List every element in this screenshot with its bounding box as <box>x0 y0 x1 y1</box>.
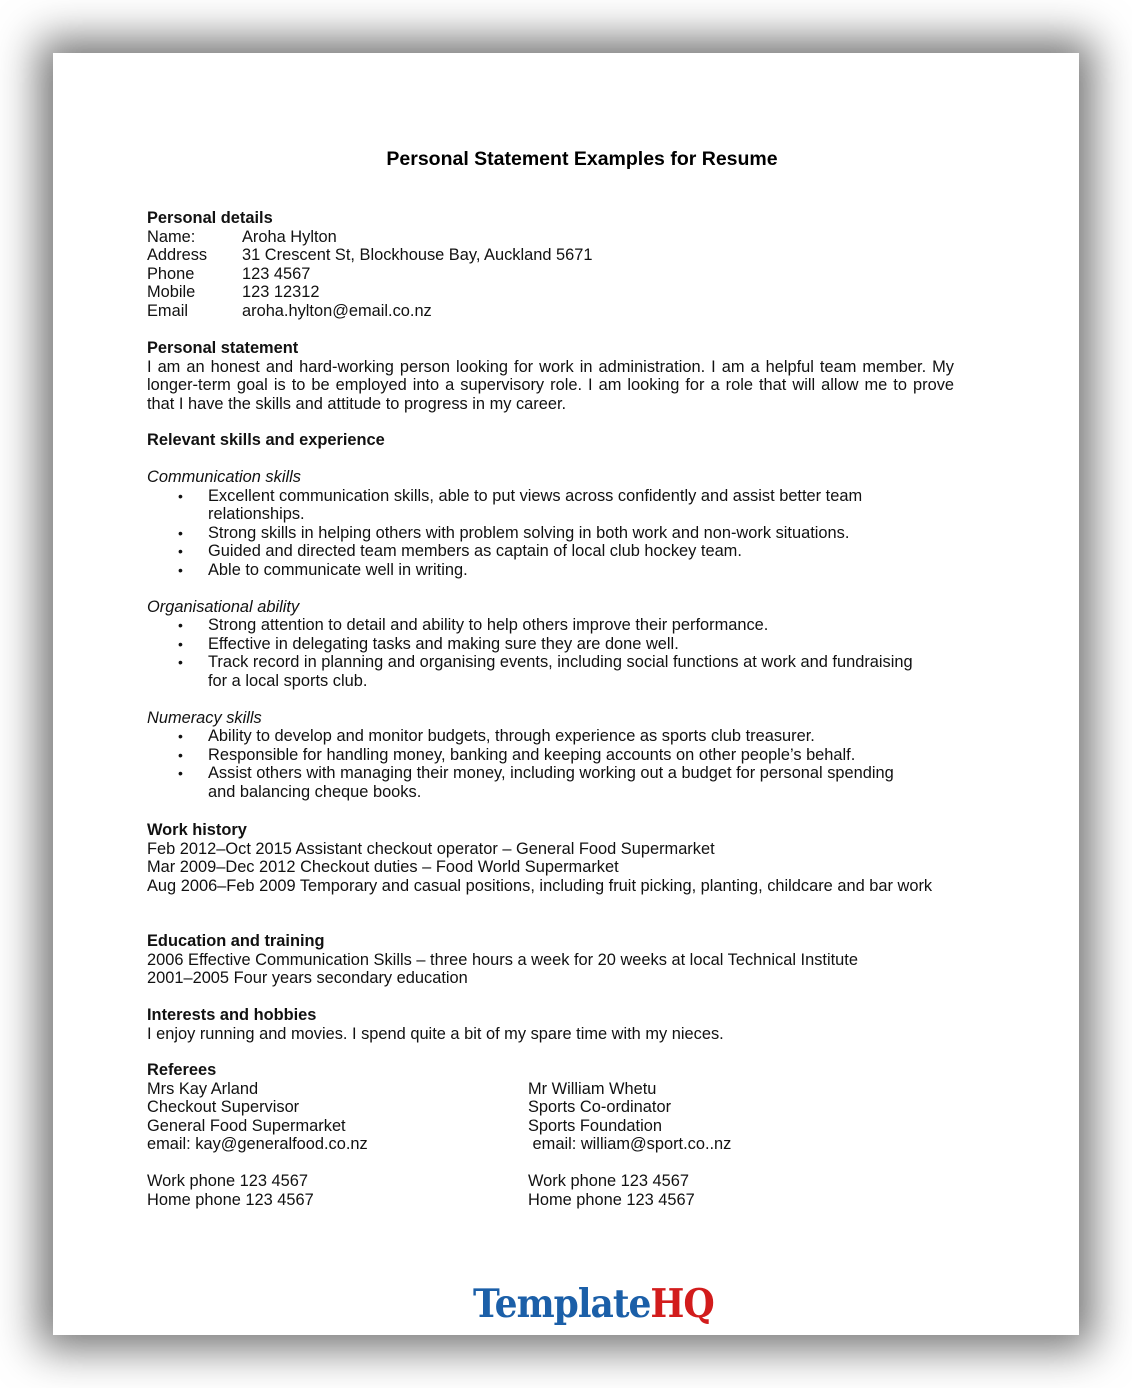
list-item <box>147 616 957 635</box>
detail-row-address <box>147 246 957 265</box>
referee-email: email: kay@generalfood.co.nz <box>147 1135 368 1153</box>
list-item <box>147 487 957 524</box>
list-item-text: Strong skills in helping others with problem solving in both work and non-work situations. <box>208 523 850 542</box>
bullet-icon: • <box>178 561 183 578</box>
skill-list-organisational <box>147 616 957 690</box>
detail-value: 123 12312 <box>242 283 320 301</box>
list-item-text: Able to communicate well in writing. <box>208 560 468 579</box>
interests-heading: Interests and hobbies <box>147 1006 317 1024</box>
work-history-section <box>147 821 957 895</box>
skill-group-title: Numeracy skills <box>147 708 262 727</box>
skills-section <box>147 431 957 801</box>
detail-row-name <box>147 228 957 247</box>
bullet-icon: • <box>178 654 183 670</box>
education-section <box>147 932 957 988</box>
bullet-icon: • <box>178 487 183 504</box>
list-item <box>147 727 957 746</box>
work-history-heading: Work history <box>147 821 247 839</box>
detail-label: Email <box>147 301 188 320</box>
interests-text: I enjoy running and movies. I spend quite a bit of my spare time with my nieces. <box>147 1024 724 1043</box>
detail-value: 31 Crescent St, Blockhouse Bay, Auckland 5671 <box>242 246 593 264</box>
resume-page <box>53 53 1079 1335</box>
referee-card <box>528 1080 909 1210</box>
list-item <box>147 653 957 690</box>
referees-list <box>147 1080 957 1210</box>
personal-statement-text: I am an honest and hard-working person looking for work in administration. I am a helpful team member. My longer-term goal is to be employed into a supervisory role. I am looking for a role that will allow me to prove that I have the skills and attitude to progress in my career. <box>147 357 954 413</box>
detail-value: Aroha Hylton <box>242 227 337 246</box>
referee-org: Sports Foundation <box>528 1116 662 1135</box>
list-item-text: Guided and directed team members as captain of local club hockey team. <box>208 542 742 560</box>
referee-name: Mr William Whetu <box>528 1079 657 1098</box>
work-entry: Mar 2009–Dec 2012 Checkout duties – Food World Supermarket <box>147 858 619 876</box>
referee-email: email: william@sport.co..nz <box>528 1135 732 1153</box>
bullet-icon: • <box>178 765 183 781</box>
list-item-text: Excellent communication skills, able to put views across confidently and assist better team relationships. <box>208 486 863 523</box>
detail-value: 123 4567 <box>242 264 311 283</box>
referee-work-phone: Work phone 123 4567 <box>147 1172 308 1190</box>
personal-details-section <box>147 209 957 320</box>
personal-details-heading: Personal details <box>147 209 273 227</box>
bullet-icon: • <box>178 635 183 652</box>
referee-role: Sports Co-ordinator <box>528 1098 672 1116</box>
list-item <box>147 764 957 801</box>
detail-label: Address <box>147 246 208 264</box>
interests-section <box>147 1006 957 1043</box>
education-entry: 2006 Effective Communication Skills – three hours a week for 20 weeks at local Technical Institute <box>147 950 858 969</box>
document-title-text: Personal Statement Examples for Resume <box>386 148 778 170</box>
personal-statement-heading: Personal statement <box>147 339 299 357</box>
list-item <box>147 746 957 765</box>
referee-card <box>147 1080 528 1210</box>
detail-label: Name: <box>147 227 196 246</box>
logo-text-hq: HQ <box>650 1280 714 1328</box>
logo-text-template: Template <box>473 1280 651 1328</box>
referee-home-phone: Home phone 123 4567 <box>528 1190 695 1209</box>
referees-heading: Referees <box>147 1061 217 1079</box>
work-entry: Feb 2012–Oct 2015 Assistant checkout operator – General Food Supermarket <box>147 839 715 858</box>
bullet-icon: • <box>178 617 183 633</box>
list-item-text: Strong attention to detail and ability to help others improve their performance. <box>208 616 769 634</box>
detail-label: Phone <box>147 264 195 283</box>
bullet-icon: • <box>178 543 183 559</box>
education-heading: Education and training <box>147 932 325 950</box>
detail-row-mobile <box>147 283 957 302</box>
referee-work-phone: Work phone 123 4567 <box>528 1172 689 1190</box>
personal-statement-section <box>147 339 957 413</box>
skills-heading: Relevant skills and experience <box>147 431 385 449</box>
skill-list-communication <box>147 487 957 580</box>
skill-group-title: Communication skills <box>147 468 301 486</box>
referee-name: Mrs Kay Arland <box>147 1079 259 1098</box>
detail-row-email <box>147 302 957 321</box>
education-entry: 2001–2005 Four years secondary education <box>147 969 468 987</box>
list-item-text: Effective in delegating tasks and making sure they are done well. <box>208 634 679 653</box>
skill-list-numeracy <box>147 727 957 801</box>
bullet-icon: • <box>178 524 183 541</box>
document-title <box>53 148 963 171</box>
list-item-text: Ability to develop and monitor budgets, through experience as sports club treasurer. <box>208 727 815 745</box>
detail-value: aroha.hylton@email.co.nz <box>242 301 432 320</box>
referees-section <box>147 1061 957 1209</box>
list-item-text: Responsible for handling money, banking and keeping accounts on other people’s behalf. <box>208 745 856 764</box>
referee-home-phone: Home phone 123 4567 <box>147 1190 314 1209</box>
bullet-icon: • <box>178 746 183 763</box>
list-item <box>147 542 957 561</box>
bullet-icon: • <box>178 728 183 744</box>
referee-org: General Food Supermarket <box>147 1116 346 1135</box>
work-entry: Aug 2006–Feb 2009 Temporary and casual positions, including fruit picking, planting, childcare and bar work <box>147 876 933 895</box>
list-item-text: Track record in planning and organising events, including social functions at work and fundraising for a local sports club. <box>208 653 913 690</box>
skill-group-title: Organisational ability <box>147 597 300 616</box>
templatehq-logo <box>473 1281 714 1327</box>
list-item <box>147 524 957 543</box>
referee-role: Checkout Supervisor <box>147 1098 300 1116</box>
detail-label: Mobile <box>147 283 196 301</box>
list-item <box>147 561 957 580</box>
detail-row-phone <box>147 265 957 284</box>
list-item-text: Assist others with managing their money, including working out a budget for personal spending and balancing cheque books. <box>208 764 894 801</box>
list-item <box>147 635 957 654</box>
